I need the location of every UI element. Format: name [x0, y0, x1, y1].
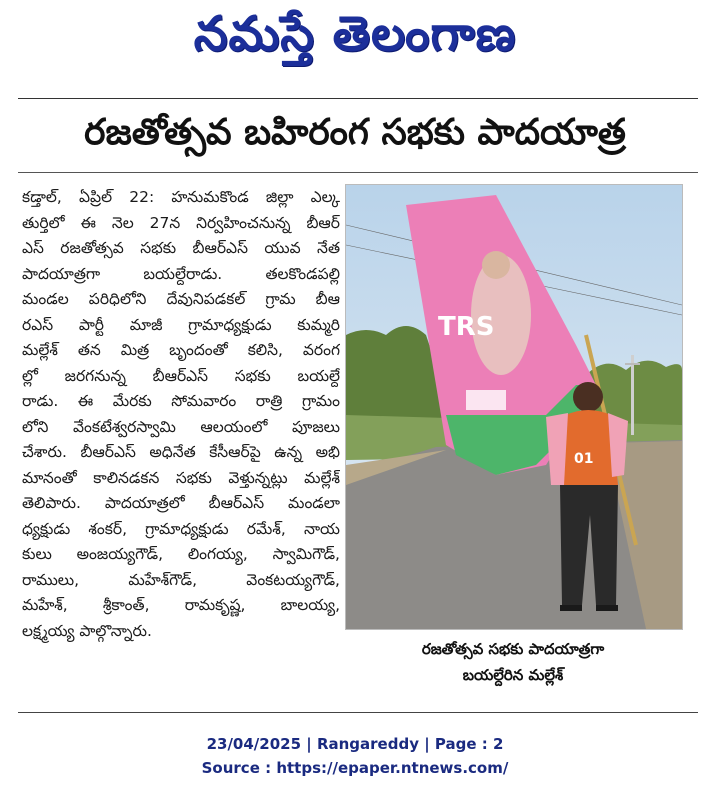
article-line: రాడు. ఈ మేరకు సోమవారం రాత్రి గ్రామం [22, 392, 340, 410]
article-body [22, 185, 340, 644]
article-line: రఎస్ పార్టీ మాజీ గ్రామాధ్యక్షుడు కుమ్మరి [22, 315, 340, 334]
article-line: కులు అంజయ్యగౌడ్, లింగయ్య, స్వామిగౌడ్, [22, 545, 340, 563]
article-line: తెలిపారు. పాదయాత్రలో బీఆర్ఎస్ మండలా [22, 494, 340, 512]
footer-edition: 23/04/2025 | Rangareddy | Page : 2 [206, 735, 504, 753]
article-line: ఎస్ రజతోత్సవ సభకు బీఆర్ఎస్ యువ నేత [22, 239, 340, 257]
article-line: రాములు, మహేశ్‌గౌడ్, వెంకటయ్యగౌడ్, [22, 570, 340, 589]
caption-line: రజతోత్సవ సభకు పాదయాత్రగా [421, 640, 605, 658]
footer-source: Source : https://epaper.ntnews.com/ [201, 759, 509, 777]
flag-lettering: TRS [438, 312, 495, 342]
article-line: మహేశ్, శ్రీకాంత్, రామకృష్ణ, బాలయ్య, [22, 596, 340, 614]
article-line: లక్ష్మయ్య పాల్గొన్నారు. [22, 621, 152, 640]
article-line: మండల పరిధిలోని దేవునిపడకల్ గ్రామ బీఆ [22, 290, 340, 308]
masthead-title: నమస్తే తెలంగాణ [193, 6, 517, 62]
article-headline: రజతోత్సవ బహిరంగ సభకు పాదయాత్ర [84, 112, 626, 153]
article-line: చేశారు. బీఆర్ఎస్ అధినేత కేసీఆర్‌పై ఉన్న అభి [22, 443, 340, 461]
footer [0, 732, 710, 780]
article-photo [345, 184, 683, 630]
bottom-divider [18, 712, 698, 713]
svg-text:01: 01 [574, 451, 594, 467]
caption-line: బయల్దేరిన మల్లేశ్ [462, 666, 564, 684]
article-line: మల్లేశ్ తన మిత్ర బృందంతో కలిసి, వరంగ [22, 341, 340, 359]
article-line: తుర్తిలో ఈ నెల 27న నిర్వహించనున్న బీఆర్ [22, 213, 340, 232]
top-divider [18, 98, 698, 99]
headline-divider [18, 172, 698, 173]
article-line: లోని వేంకటేశ్వరస్వామి ఆలయంలో పూజలు [22, 417, 340, 436]
article-line: పాదయాత్రగా బయల్దేరాడు. తలకొండపల్లి [22, 264, 340, 283]
article-line: మానంతో కాలినడకన సభకు వెళ్తున్నట్లు మల్లేశ్ [22, 468, 340, 487]
photo-caption [345, 636, 681, 688]
masthead [0, 0, 710, 92]
article-line: కడ్తాల్, ఏప్రిల్ 22: హనుమకొండ జిల్లా ఎల్క [22, 188, 340, 206]
article-line: ధ్యక్షుడు శంకర్, గ్రామాధ్యక్షుడు రమేశ్, నాయ [22, 519, 340, 538]
article-line: ల్లో జరగనున్న బీఆర్ఎస్ సభకు బయల్దే [22, 366, 340, 385]
